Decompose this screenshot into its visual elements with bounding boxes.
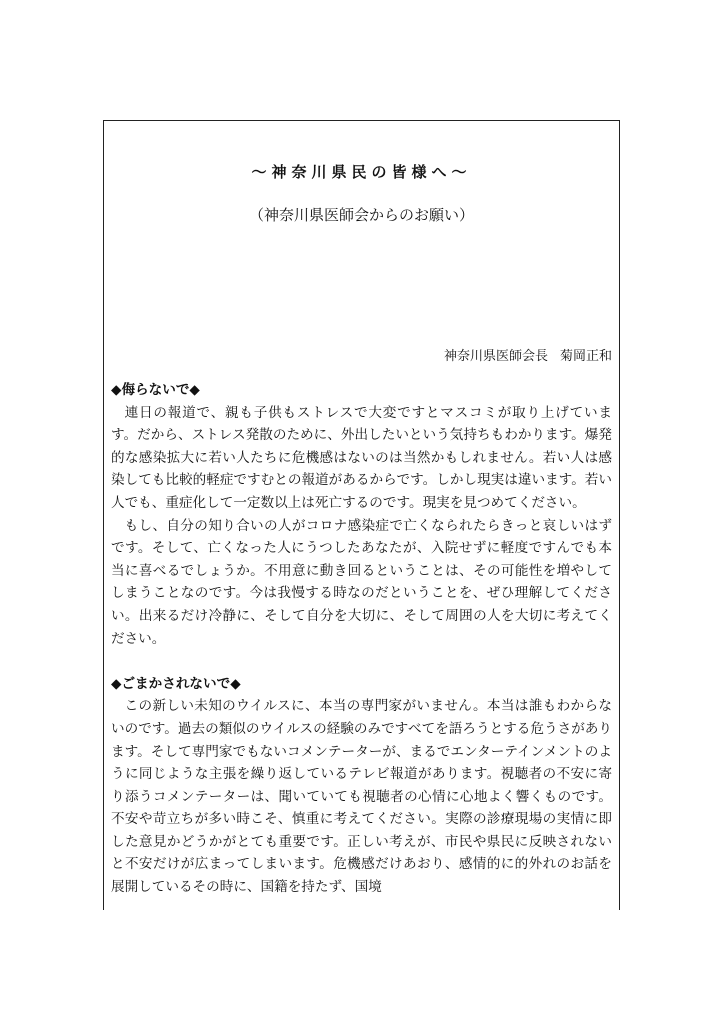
paragraph: この新しい未知のウイルスに、本当の専門家がいません。本当は誰もわからないのです。過去の類似のウイルスの経験のみですべてを語ろうとする危うさがあります。そして専門家でもないコメンテーターが、まるでエンターテインメントのように同じような主張を繰り返しているテレビ報道があります。視聴者の不安に寄り添うコメンテーターは、聞いていても視聴者の心情に心地よく響くものです。不安や苛立ちが多い時こそ、慎重に考えてください。実際の診療現場の実情に即した意見かどうかがとても重要です。正しい考えが、市民や県民に反映されないと不安だけが広まってしまいます。危機感だけあおり、感情的に的外れのお話を展開しているその時に、国籍を持たず、国境 [111, 698, 612, 896]
author-line [444, 345, 612, 364]
document-subtitle: （神奈川県医師会からのお願い） [248, 206, 474, 224]
paragraph: もし、自分の知り合いの人がコロナ感染症で亡くなられたらきっと哀しいはずです。そして、亡くなった人にうつしたあなたが、入院せずに軽度ですんでも本当に喜べるでしょうか。不用意に動き回るということは、その可能性を増やしてしまうことなのです。今は我慢する時なのだということを、ぜひ理解してください。出来るだけ冷静に、そして自分を大切に、そして周囲の人を大切に考えてください。 [111, 517, 612, 647]
author-name: 菊岡正和 [559, 349, 612, 364]
author-organization: 神奈川県医師会長 [443, 349, 548, 364]
document-frame [103, 120, 620, 910]
section-heading-dont-be-deceived: ◆ごまかされないで◆ [111, 675, 241, 692]
section-heading-dont-underestimate: ◆侮らないで◆ [111, 382, 200, 398]
paragraph: 連日の報道で、親も子供もストレスで大変ですとマスコミが取り上げています。だから、ストレス発散のために、外出したいという気持ちもわかります。爆発的な感染拡大に若い人たちに危機感はないのは当然かもしれません。若い人は感染しても比較的軽症ですむとの報道があるからです。しかし現実は違います。若い人でも、重症化して一定数以上は死亡するのです。現実を見つめてください。 [111, 404, 612, 511]
document-body [111, 379, 612, 899]
document-title: ～神奈川県民の皆様へ～ [251, 163, 472, 181]
section-spacer [111, 650, 612, 673]
